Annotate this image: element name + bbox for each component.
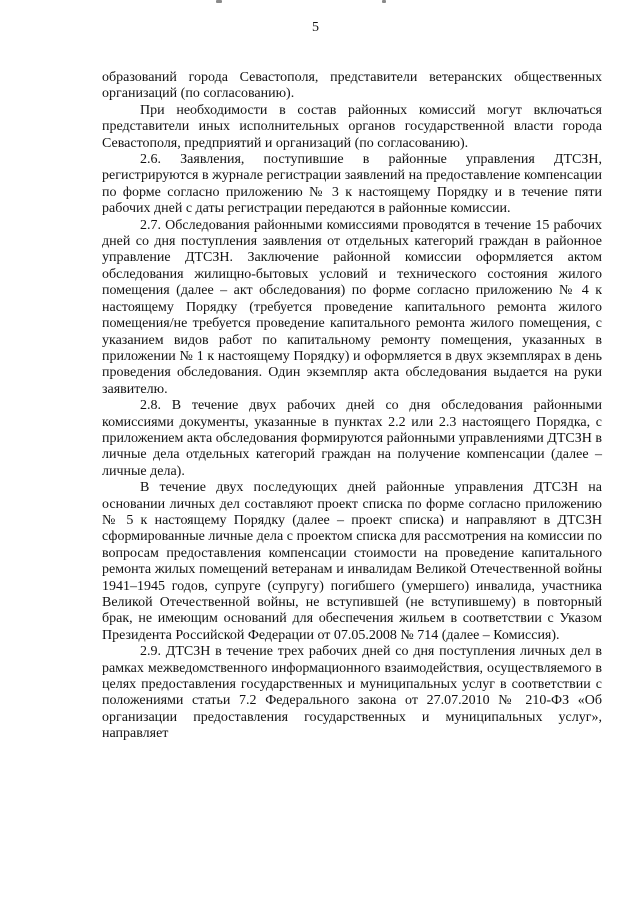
paragraph-2-8-followup: В течение двух последующих дней районные управления ДТСЗН на основании личных дел составляют проект списка по форме согласно приложению № 5 к настоящему Порядку (далее – проект списка) и направляют в ДТСЗН сформированные личные дела с проектом списка для рассмотрения на комиссии по вопросам предоставления компенсации стоимости на проведение капитального ремонта жилых помещений ветеранам и инвалидам Великой Отечественной войны 1941–1945 годов, супруге (супругу) погибшего (умершего) инвалида, участника Великой Отечественной войны, не вступившей (не вступившему) в повторный брак, не имеющим оснований для обеспечения жильем в соответствии с Указом Президента Российской Федерации от 07.05.2008 № 714 (далее – Комиссия). bbox=[102, 480, 602, 643]
page-number: 5 bbox=[312, 20, 319, 35]
scan-artifact-left bbox=[216, 0, 222, 3]
paragraph-2-7: 2.7. Обследования районными комиссиями проводятся в течение 15 рабочих дней со дня поступления заявления от отдельных категорий граждан в районное управление ДТСЗН. Заключение районной комиссии оформляется актом обследования жилищно-бытовых условий и технического состояния жилого помещения (далее – акт обследования) по форме согласно приложению № 4 к настоящему Порядку (требуется проведение капитального ремонта жилого помещения/не требуется проведение капитального ремонта жилого помещения, с указанием видов работ по капитальному ремонту помещения, указанных в приложении № 1 к настоящему Порядку) и оформляется в двух экземплярах в день проведения обследования. Один экземпляр акта обследования выдается на руки заявителю. bbox=[102, 217, 602, 397]
paragraph-2-9: 2.9. ДТСЗН в течение трех рабочих дней со дня поступления личных дел в рамках межведомственного информационного взаимодействия, осуществляемого в целях предоставления государственных и муниципальных услуг в соответствии с положениями статьи 7.2 Федерального закона от 27.07.2010 № 210-ФЗ «Об организации предоставления государственных и муниципальных услуг», направляет bbox=[102, 644, 602, 742]
paragraph-2-6: 2.6. Заявления, поступившие в районные управления ДТСЗН, регистрируются в журнале регистрации заявлений на предоставление компенсации по форме согласно приложению № 3 к настоящему Порядку и в течение пяти рабочих дней с даты регистрации передаются в районные комиссии. bbox=[102, 152, 602, 217]
scan-artifact-right bbox=[382, 0, 386, 3]
document-body bbox=[102, 70, 602, 743]
paragraph-continuation: образований города Севастополя, представители ветеранских общественных организаций (по согласованию). bbox=[102, 70, 602, 102]
paragraph-2-8: 2.8. В течение двух рабочих дней со дня обследования районными комиссиями документы, указанные в пунктах 2.2 или 2.3 настоящего Порядка, с приложением акта обследования формируются районными управлениями ДТСЗН в личные дела отдельных категорий граждан на получение компенсации (далее – личные дела). bbox=[102, 398, 602, 479]
paragraph-additional-members: При необходимости в состав районных комиссий могут включаться представители иных исполнительных органов государственной власти города Севастополя, предприятий и организаций (по согласованию). bbox=[102, 102, 602, 151]
